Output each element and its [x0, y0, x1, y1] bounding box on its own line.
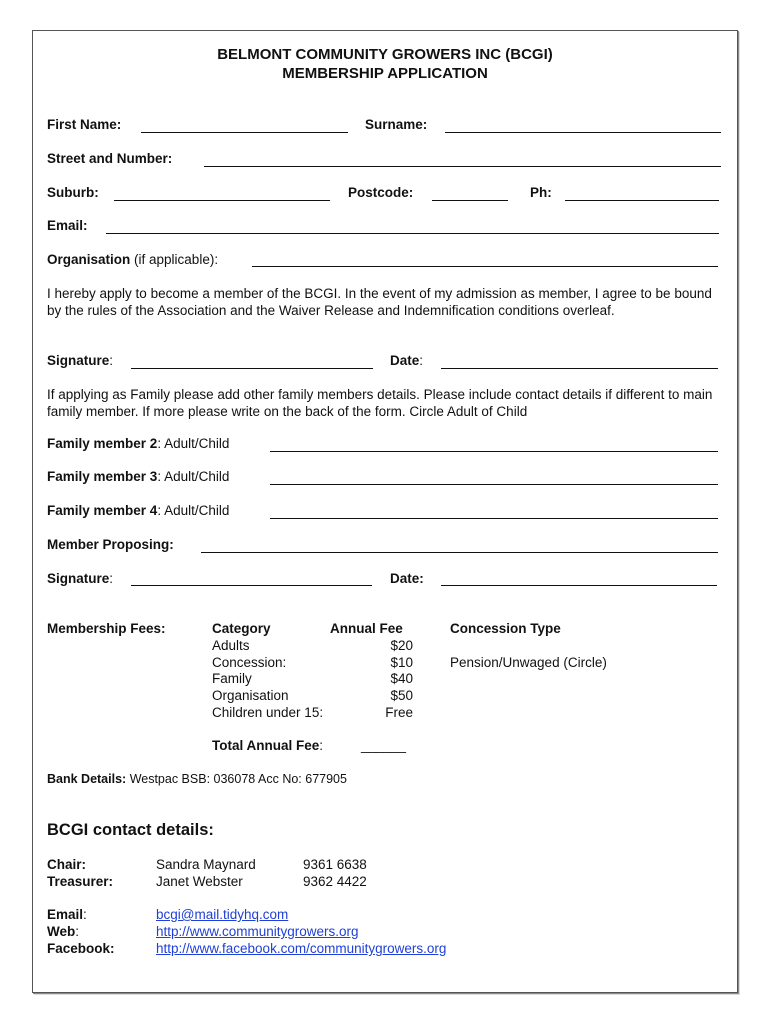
date-colon: : [419, 353, 424, 368]
declaration-text: I hereby apply to become a member of the BCGI. In the event of my admission as member, I agree to be bound by the rules of the Association and the Waiver Release and Indemnification conditions overleaf. [47, 286, 712, 318]
signature-label: Signature [47, 353, 110, 368]
total-fee-colon: : [319, 738, 324, 753]
fees-label: Membership Fees: [47, 621, 166, 636]
family-member-2-label: Family member 2 [47, 436, 158, 451]
contact-email-colon: : [83, 907, 87, 922]
organisation-label: Organisation [47, 252, 131, 267]
family-member-4-row [47, 503, 229, 518]
fee-category-organisation: Organisation [212, 688, 289, 703]
form-title-line1: BELMONT COMMUNITY GROWERS INC (BCGI) [217, 46, 553, 63]
first-name-field[interactable] [141, 132, 348, 133]
fee-value-concession: $10 [390, 655, 413, 670]
signature-2-colon: : [109, 571, 114, 586]
contact-web-row [47, 924, 79, 939]
contact-email-row [47, 907, 87, 922]
family-member-3-label: Family member 3 [47, 469, 158, 484]
form-title-line2: MEMBERSHIP APPLICATION [282, 65, 488, 82]
signature-colon: : [109, 353, 114, 368]
concession-type[interactable]: Pension/Unwaged (Circle) [450, 655, 607, 670]
chair-name: Sandra Maynard [156, 857, 256, 872]
family-member-2-suffix: : Adult/Child [157, 436, 230, 451]
organisation-label-row [47, 252, 218, 267]
fees-category-header: Category [212, 621, 271, 636]
street-field[interactable] [204, 166, 721, 167]
contact-web-label: Web [47, 924, 76, 939]
family-instructions: If applying as Family please add other family members details. Please include contact details if different to main family member. If more please write on the back of the form. Circle Adult of Child [47, 387, 713, 419]
family-member-4-field[interactable] [270, 518, 718, 519]
contact-email-link[interactable]: bcgi@mail.tidyhq.com [156, 907, 289, 922]
family-member-2-row [47, 436, 229, 451]
chair-role: Chair: [47, 857, 87, 872]
fee-category-concession: Concession: [212, 655, 287, 670]
family-member-4-suffix: : Adult/Child [157, 503, 230, 518]
surname-label: Surname: [365, 117, 428, 132]
treasurer-role: Treasurer: [47, 874, 114, 889]
date-label: Date [390, 353, 420, 368]
proposer-field[interactable] [201, 552, 718, 553]
phone-label: Ph: [530, 185, 552, 200]
phone-field[interactable] [565, 200, 719, 201]
family-member-4-label: Family member 4 [47, 503, 158, 518]
first-name-label: First Name: [47, 117, 122, 132]
fee-value-family: $40 [390, 671, 413, 686]
date-field[interactable] [441, 368, 718, 369]
family-member-2-field[interactable] [270, 451, 718, 452]
email-label: Email: [47, 218, 88, 233]
family-member-3-row [47, 469, 229, 484]
contact-web-colon: : [75, 924, 80, 939]
fees-annual-header: Annual Fee [330, 621, 403, 636]
organisation-field[interactable] [252, 266, 718, 267]
suburb-field[interactable] [114, 200, 330, 201]
total-fee-label: Total Annual Fee [212, 738, 320, 753]
signature-2-label: Signature [47, 571, 110, 586]
signature-2-field[interactable] [131, 585, 372, 586]
fee-value-adults: $20 [390, 638, 413, 653]
bank-details: Westpac BSB: 036078 Acc No: 677905 [129, 772, 347, 786]
suburb-label: Suburb: [47, 185, 99, 200]
chair-phone: 9361 6638 [303, 857, 367, 872]
bank-label: Bank Details: [47, 772, 127, 786]
family-member-3-suffix: : Adult/Child [157, 469, 230, 484]
contact-email-label: Email [47, 907, 84, 922]
fee-value-organisation: $50 [390, 688, 413, 703]
fee-category-adults: Adults [212, 638, 250, 653]
organisation-note: (if applicable): [134, 252, 219, 267]
date-row [390, 353, 423, 368]
surname-field[interactable] [445, 132, 721, 133]
postcode-field[interactable] [432, 200, 508, 201]
contacts-heading: BCGI contact details: [47, 821, 214, 839]
signature-2-row [47, 571, 113, 586]
postcode-label: Postcode: [348, 185, 414, 200]
fee-value-children: Free [385, 705, 413, 720]
fees-concession-header: Concession Type [450, 621, 561, 636]
contact-web-link[interactable]: http://www.communitygrowers.org [156, 924, 359, 939]
signature-field[interactable] [131, 368, 373, 369]
treasurer-name: Janet Webster [156, 874, 243, 889]
treasurer-phone: 9362 4422 [303, 874, 367, 889]
date-2-label: Date: [390, 571, 424, 586]
family-member-3-field[interactable] [270, 484, 718, 485]
total-fee-field[interactable]: ______ [361, 738, 407, 753]
total-fee-row [212, 738, 323, 753]
bank-row [47, 772, 347, 786]
proposer-label: Member Proposing: [47, 537, 174, 552]
signature-row [47, 353, 113, 368]
contact-facebook-label: Facebook: [47, 941, 115, 956]
fee-category-family: Family [212, 671, 252, 686]
street-label: Street and Number: [47, 151, 173, 166]
contact-facebook-link[interactable]: http://www.facebook.com/communitygrowers.org [156, 941, 447, 956]
fee-category-children: Children under 15: [212, 705, 324, 720]
date-2-field[interactable] [441, 585, 717, 586]
email-field[interactable] [106, 233, 719, 234]
